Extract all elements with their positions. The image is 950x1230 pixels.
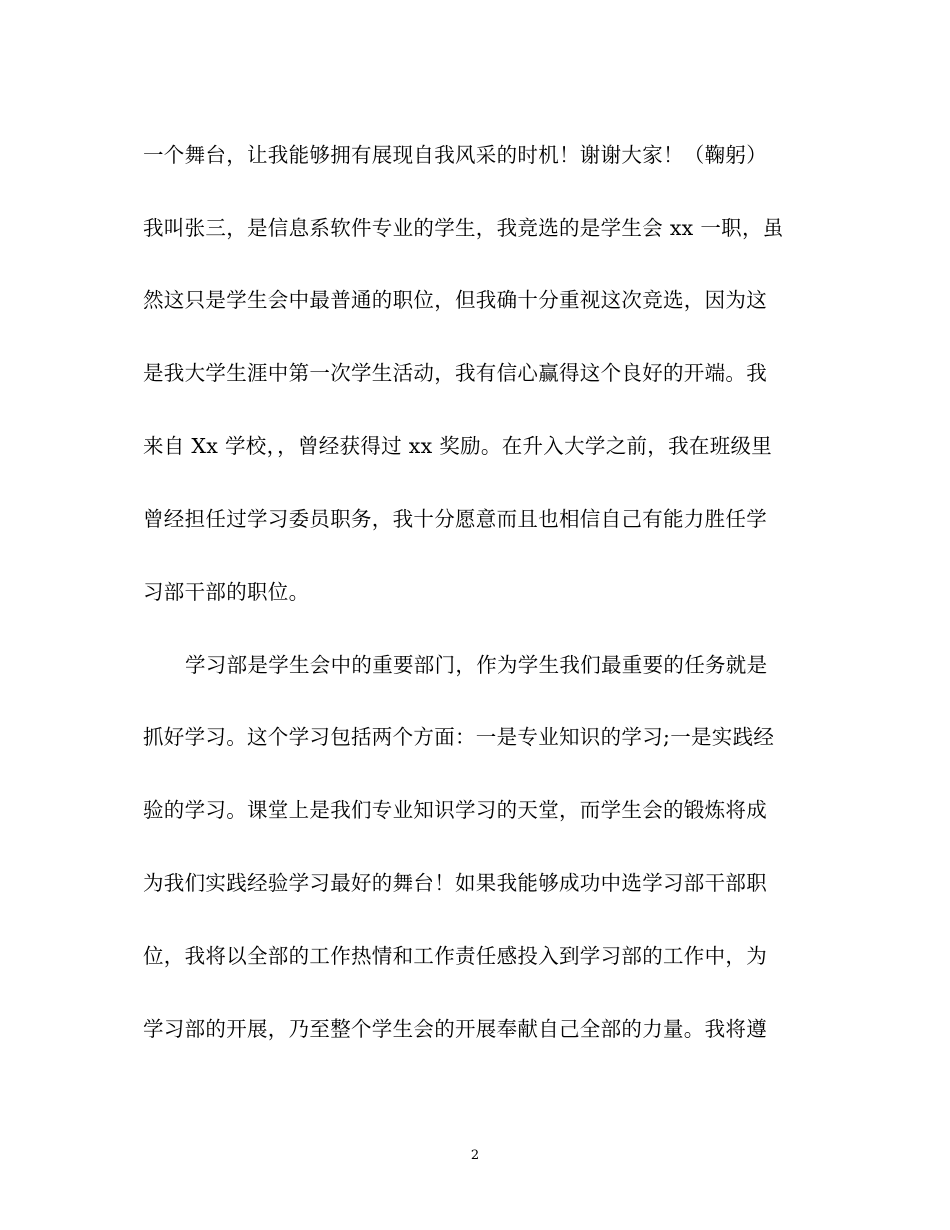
text-line-1: 一个舞台，让我能够拥有展现自我风采的时机！谢谢大家！（鞠躬） — [143, 143, 767, 167]
text-line-3: 然这只是学生会中最普通的职位，但我确十分重视这次竞选，因为这 — [143, 288, 767, 312]
text-line-7: 习部干部的职位。 — [143, 580, 310, 604]
text-line-11: 为我们实践经验学习最好的舞台！如果我能够成功中选学习部干部职 — [143, 871, 767, 895]
text-line-10: 验的学习。课堂上是我们专业知识学习的天堂，而学生会的锻炼将成 — [143, 798, 767, 822]
text-line-8: 学习部是学生会中的重要部门，作为学生我们最重要的任务就是 — [185, 653, 768, 677]
text-line-9: 抓好学习。这个学习包括两个方面：一是专业知识的学习;一是实践经 — [143, 725, 775, 749]
text-line-4: 是我大学生涯中第一次学生活动，我有信心赢得这个良好的开端。我 — [143, 361, 767, 385]
text-line-6: 曾经担任过学习委员职务，我十分愿意而且也相信自己有能力胜任学 — [143, 507, 767, 531]
text-line-5: 来自 Xx 学校，，曾经获得过 xx 奖励。在升入大学之前，我在班级里 — [143, 434, 773, 458]
text-line-12: 位，我将以全部的工作热情和工作责任感投入到学习部的工作中，为 — [143, 944, 767, 968]
text-line-13: 学习部的开展，乃至整个学生会的开展奉献自己全部的力量。我将遵 — [143, 1017, 767, 1041]
text-line-2: 我叫张三，是信息系软件专业的学生，我竞选的是学生会 xx 一职，虽 — [143, 216, 784, 240]
page-number: 2 — [470, 1148, 480, 1163]
